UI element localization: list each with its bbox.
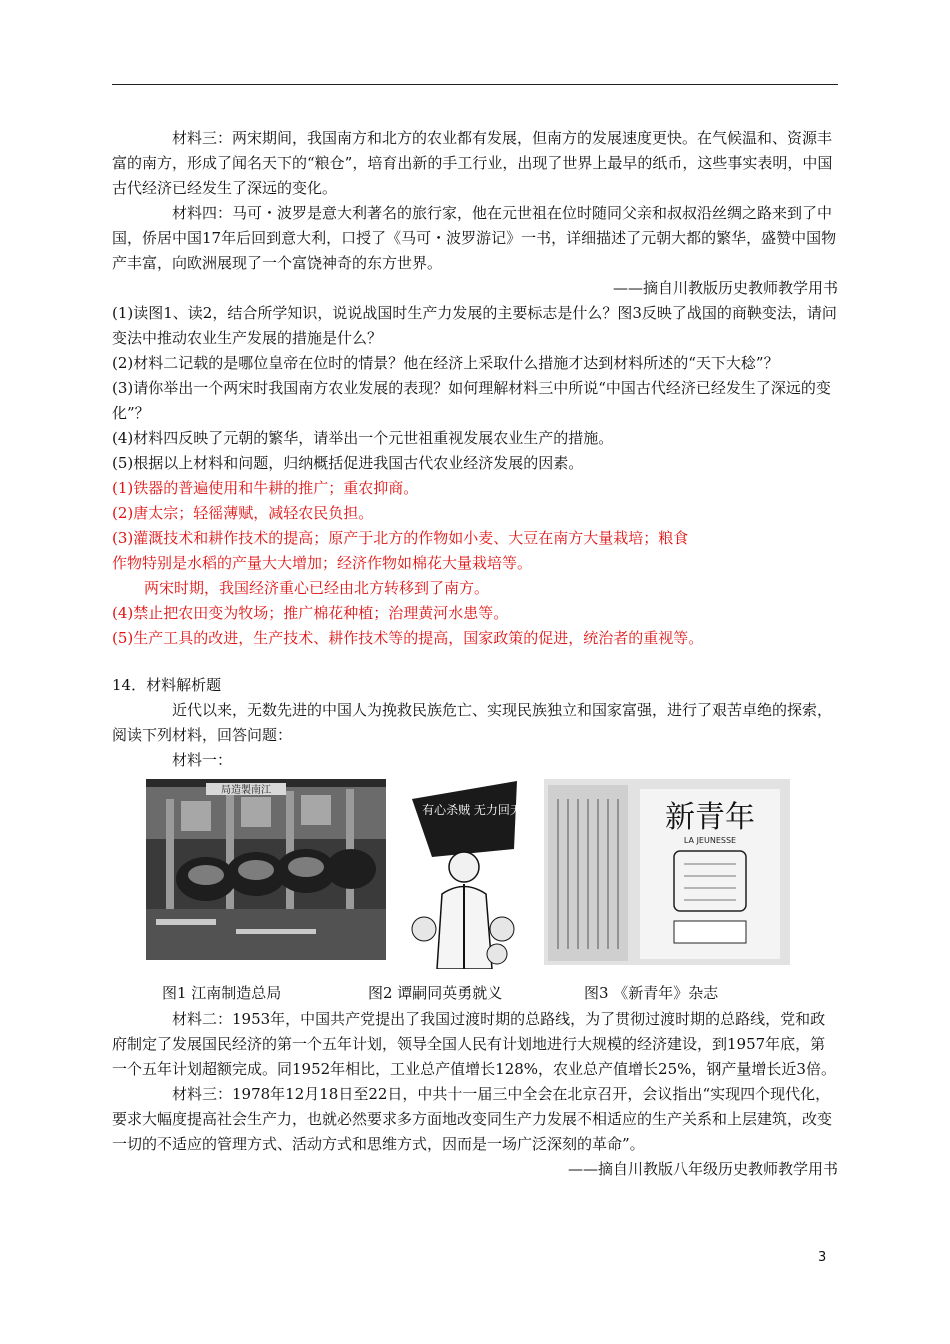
figure-2-caption: 图2 谭嗣同英勇就义 [368,984,503,1002]
magazine-masthead: 新青年 [665,800,755,835]
answer-line: (2)唐太宗；轻徭薄赋，减轻农民负担。 [112,504,374,522]
question-14-intro: 近代以来，无数先进的中国人为挽救民族危亡、实现民族独立和国家富强，进行了艰苦卓绝的探索，阅读下列材料，回答问题： [112,701,833,744]
paragraph: (2)材料二记载的是哪位皇帝在位时的情景？他在经济上采取什么措施才达到材料所述的“天下大稔”？ [112,354,779,372]
document-body [112,126,838,1182]
header-rule [112,84,838,85]
magazine-subtitle: LA JEUNESSE [683,836,737,845]
answer-block [112,476,838,651]
answer-line: (4)禁止把农田变为牧场；推广棉花种植；治理黄河水患等。 [112,604,509,622]
page-number: 3 [818,1250,827,1265]
slogan-text: 有心杀贼 无力回天 [422,803,522,817]
answer-line: (1)铁器的普遍使用和牛耕的推广；重农抑商。 [112,479,419,497]
paragraph: (3)请你举出一个两宋时我国南方农业发展的表现？如何理解材料三中所说“中国古代经济已经发生了深远的变化”？ [112,379,831,422]
jiangnan-arsenal-photo [146,779,386,960]
new-youth-magazine-cover [544,779,790,965]
answer-line: 作物特别是水稻的产量大大增加；经济作物如棉花大量栽培等。 [112,554,533,572]
factory-sign: 局造製南江 [221,785,271,796]
figure-1-caption: 图1 江南制造总局 [162,984,282,1002]
paragraph: 材料四：马可・波罗是意大利著名的旅行家，他在元世祖在位时随同父亲和叔叔沿丝绸之路来到了中国，侨居中国17年后回到意大利，口授了《马可・波罗游记》一书，详细描述了元朝大都的繁华，盛赞中国物产丰富，向欧洲展现了一个富饶神奇的东方世界。 [112,204,837,272]
paragraph: 材料二：1953年，中国共产党提出了我国过渡时期的总路线，为了贯彻过渡时期的总路线，党和政府制定了发展国民经济的第一个五年计划，领导全国人民有计划地进行大规模的经济建设，到1957年底，第一个五年计划超额完成。同1952年相比，工业总产值增长128%，农业总产值增长25%，钢产量增长近3倍。 [112,1010,836,1078]
figure-captions [112,979,838,1007]
tan-sitong-drawing [402,779,522,969]
material-one-label: 材料一： [172,751,233,769]
paragraph: (4)材料四反映了元朝的繁华，请举出一个元世祖重视发展农业生产的措施。 [112,429,614,447]
paragraph: 材料三：两宋期间，我国南方和北方的农业都有发展，但南方的发展速度更快。在气候温和、资源丰富的南方，形成了闻名天下的“粮仓”，培育出新的手工行业，出现了世界上最早的纸币，这些事实表明，中国古代经济已经发生了深远的变化。 [112,129,833,197]
answer-line: (3)灌溉技术和耕作技术的提高；原产于北方的作物如小麦、大豆在南方大量栽培；粮食 [112,529,689,547]
materials-and-questions [112,126,838,476]
materials-two-three [112,1007,838,1182]
answer-line: 两宋时期，我国经济重心已经由北方转移到了南方。 [144,579,490,597]
figure-row [112,779,838,979]
paragraph: ——摘自川教版八年级历史教师教学用书 [567,1160,838,1178]
paragraph: 材料三：1978年12月18日至22日，中共十一届三中全会在北京召开，会议指出“实现四个现代化，要求大幅度提高社会生产力，也就必然要求多方面地改变同生产力发展不相适应的生产关系和上层建筑，改变一切的不适应的管理方式、活动方式和思维方式，因而是一场广泛深刻的革命”。 [112,1085,833,1153]
paragraph: (1)读图1、读2，结合所学知识，说说战国时生产力发展的主要标志是什么？图3反映了战国的商鞅变法，请问变法中推动农业生产发展的措施是什么？ [112,304,837,347]
answer-line: (5)生产工具的改进，生产技术、耕作技术等的提高，国家政策的促进，统治者的重视等。 [112,629,704,647]
paragraph: (5)根据以上材料和问题，归纳概括促进我国古代农业经济发展的因素。 [112,454,584,472]
question-14-title: 14．材料解析题 [112,676,222,694]
figure-3-caption: 图3 《新青年》杂志 [584,984,719,1002]
paragraph: ——摘自川教版历史教师教学用书 [612,279,838,297]
